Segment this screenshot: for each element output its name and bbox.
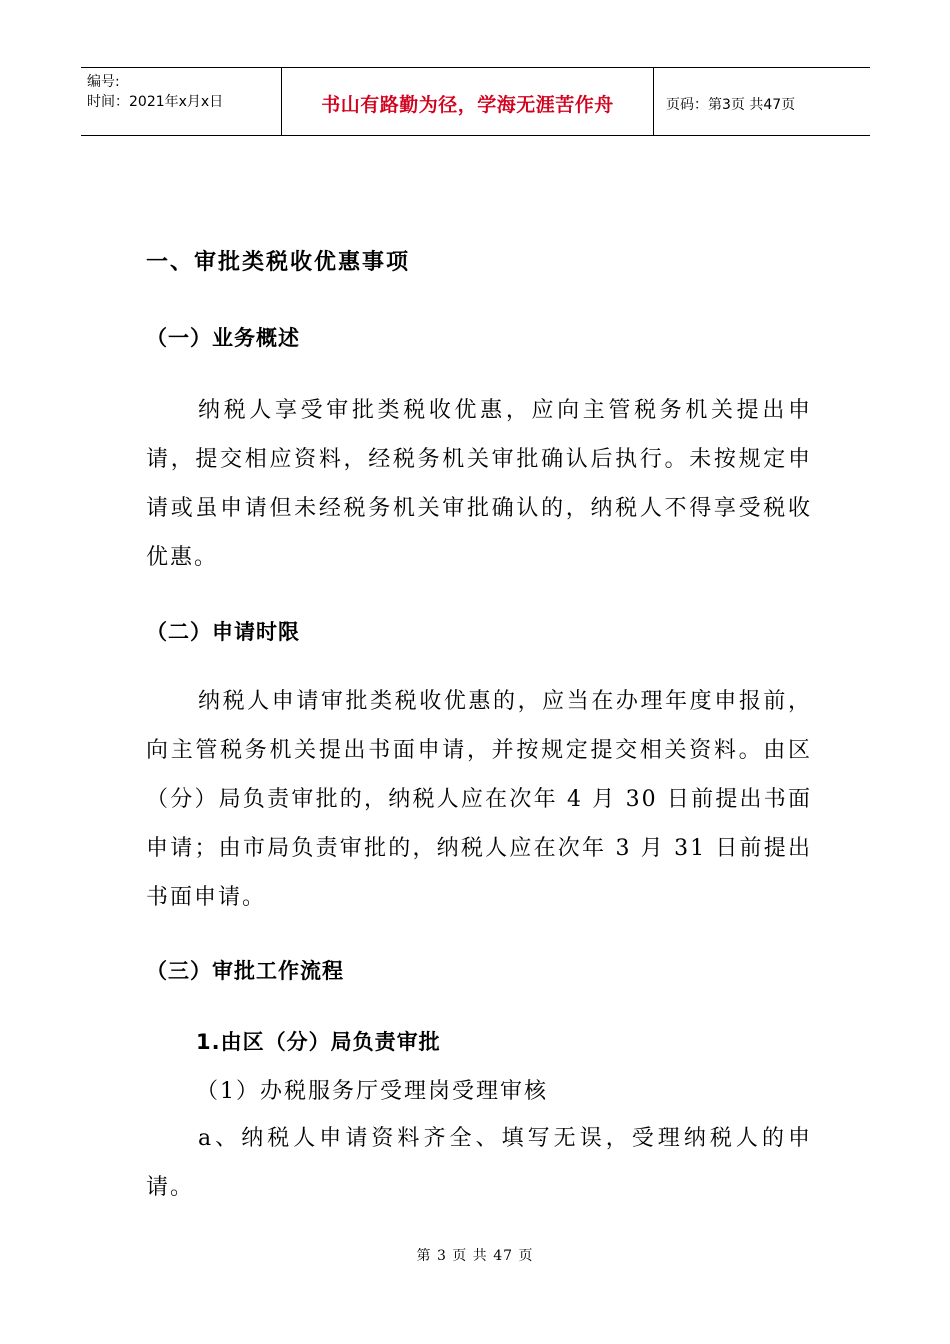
header-left-cell [81,68,282,135]
section-2-paragraph: 纳税人申请审批类税收优惠的，应当在办理年度申报前，向主管税务机关提出书面申请，并按规定提交相关资料。由区（分）局负责审批的，纳税人应在次年 4 月 30 日前提出书面申请；由市局负责审批的，纳税人应在次年 3 月 31 日前提出书面申请。 [146,689,812,910]
section-1-paragraph: 纳税人享受审批类税收优惠，应向主管税务机关提出申请，提交相应资料，经税务机关审批确认后执行。未按规定申请或虽申请但未经税务机关审批确认的，纳税人不得享受税收优惠。 [146,398,812,570]
list-item-1: （1）办税服务厅受理岗受理审核 [196,1079,548,1104]
header-right-cell [654,68,870,135]
page-footer: 第 3 页 共 47 页 [416,1248,534,1264]
header-motto: 书山有路勤为径，学海无涯苦作舟 [321,94,614,116]
header-page-code: 页码：第3页 共47页 [666,97,796,113]
heading-level-1: 一、审批类税收优惠事项 [146,250,411,275]
section-3-title: （三）审批工作流程 [146,959,344,983]
section-2-title: （二）申请时限 [146,620,300,644]
section-1-title: （一）业务概述 [146,326,300,350]
header-middle-cell [282,68,654,135]
subsection-1-title: 1.由区（分）局负责审批 [196,1030,441,1054]
list-item-a: a、纳税人申请资料齐全、填写无误，受理纳税人的申请。 [146,1126,812,1200]
header-table [81,67,870,136]
document-number-label: 编号: [87,74,120,90]
document-date: 时间：2021年x月x日 [87,94,224,110]
